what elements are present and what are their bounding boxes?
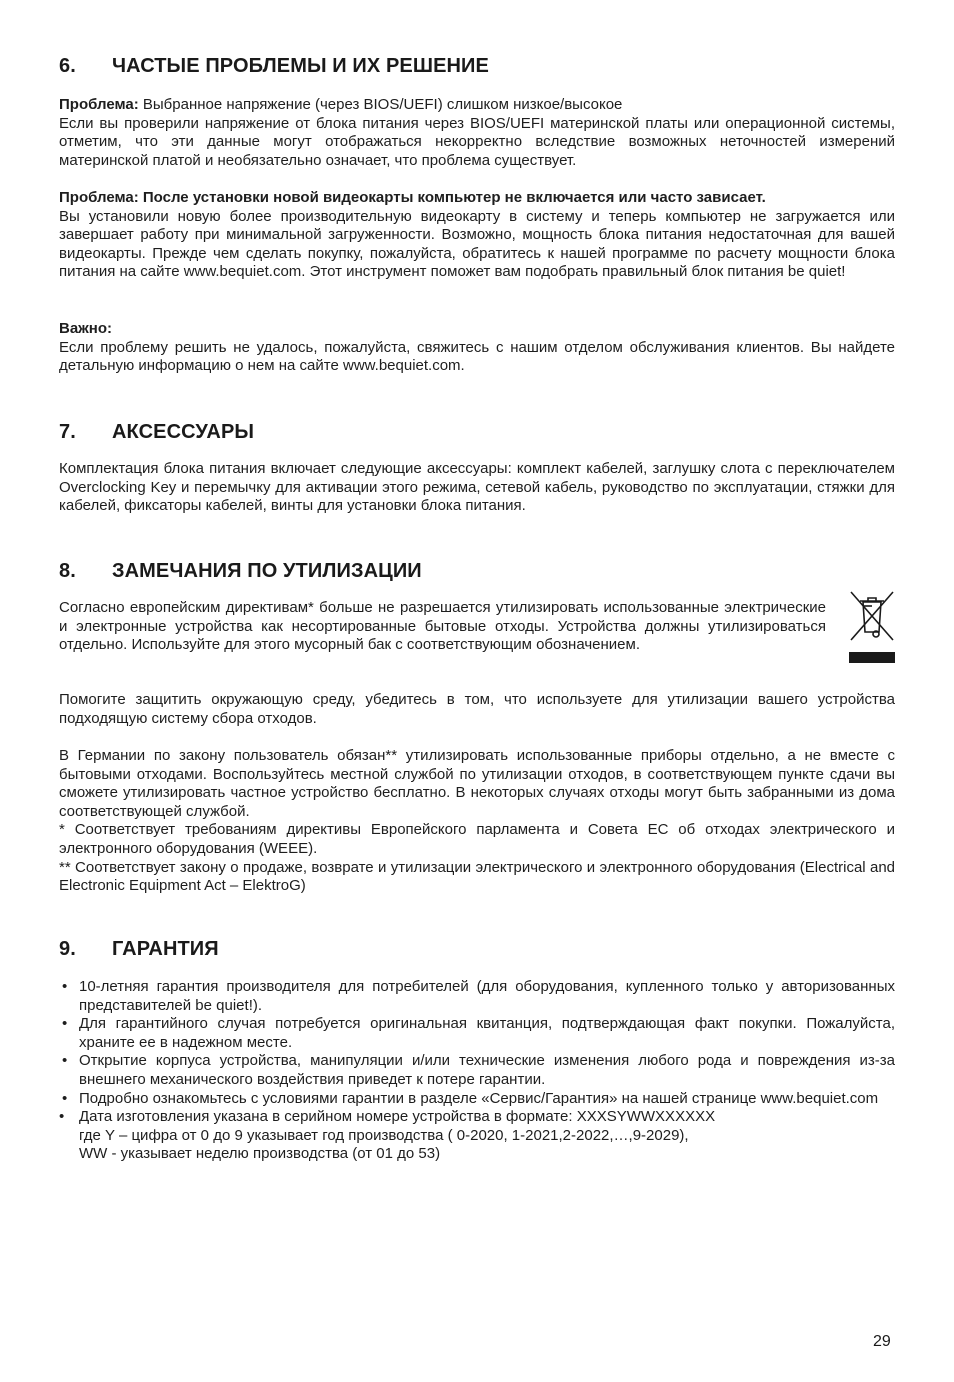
disposal-text-2: Помогите защитить окружающую среду, убедитесь в том, что используете для утилизации вашего устройства подходящую систему сбора отходов. (59, 691, 895, 727)
problem-1-label: Проблема: (59, 96, 139, 113)
warranty-item-text: Открытие корпуса устройства, манипуляции и/или технические изменения любого рода и повреждения из-за внешнего механического воздействия приведет к потере гарантии. (79, 1052, 895, 1088)
accessories-paragraph: Комплектация блока питания включает следующие аксессуары: комплект кабелей, заглушку слота с переключателем Overclocking Key и перемычку для активации этого режима, сетевой кабель, руководство по эксплуатации, стяжки для кабелей, фиксаторы кабелей, винты для установки блока питания. (59, 460, 895, 515)
warranty-item (59, 978, 895, 1015)
warranty-bullets (59, 978, 895, 1164)
section-6-heading (59, 55, 489, 78)
important-note (59, 320, 895, 376)
section-6-title: ЧАСТЫЕ ПРОБЛЕМЫ И ИХ РЕШЕНИЕ (112, 55, 489, 77)
footnote-elektrog: ** Соответствует закону о продаже, возврате и утилизации электрического и электронного оборудования (Electrical and Electronic Equipment Act – ElektroG) (59, 858, 895, 895)
weee-bar (849, 652, 895, 663)
warranty-item-text: Для гарантийного случая потребуется оригинальная квитанция, подтверждающая факт покупки. Пожалуйста, храните ее в надежном месте. (79, 1015, 895, 1051)
section-8-number: 8. (59, 560, 76, 582)
crossed-out-wheelie-bin-icon (849, 590, 895, 664)
important-text: Если проблему решить не удалось, пожалуйста, свяжитесь с нашим отделом обслуживания клиентов. Вы найдете детальную информацию о нем на сайте www.bequiet.com. (59, 338, 895, 375)
problem-1-text: Если вы проверили напряжение от блока питания через BIOS/UEFI материнской платы или операционной системы, отметим, что эти данные могут отображаться некорректно вследствие возможных неточностей измерений материнской платой и необязательно означает, что проблема существует. (59, 114, 895, 169)
warranty-list (59, 978, 895, 1164)
problem-1 (59, 96, 895, 170)
disposal-paragraph-1 (59, 599, 826, 655)
warranty-year-code: где Y – цифра от 0 до 9 указывает год производства ( 0-2020, 1-2021,2-2022,…,9-2029), (79, 1126, 689, 1144)
disposal-text-3: В Германии по закону пользователь обязан** утилизировать использованные приборы отдельно, а не вместе с бытовыми отходами. Воспользуйтесь местной службой по утилизации отходов, в соответствующем пункте сдачи вы сможете утилизировать частное устройство бесплатно. В некоторых случаях отходы могут быть забранными из дома соответствующей службой. (59, 747, 895, 820)
problem-1-heading (59, 96, 895, 115)
footnote-weee: * Соответствует требованиям директивы Европейского парламента и Совета ЕС об отходах электрического и электронного оборудования (WEEE). (59, 821, 895, 857)
problem-2 (59, 189, 895, 282)
section-9-number: 9. (59, 938, 76, 960)
warranty-item (59, 1052, 895, 1089)
bullet-dot: • (62, 1052, 68, 1070)
warranty-item-text: 10-летняя гарантия производителя для потребителей (для оборудования, купленного только у авторизованных представителей be quiet!). (79, 978, 895, 1014)
section-9-heading (59, 938, 219, 961)
warranty-item (59, 1090, 895, 1109)
warranty-week-code: WW - указывает неделю производства (от 01 до 53) (79, 1145, 441, 1163)
bullet-dot: • (62, 1089, 68, 1107)
section-7-title: АКСЕССУАРЫ (112, 421, 255, 443)
disposal-paragraph-3 (59, 747, 895, 896)
bullet-dot: • (59, 1108, 65, 1126)
warranty-item-text: Подробно ознакомьтесь с условиями гарантии в разделе «Сервис/Гарантия» на нашей странице www.bequiet.com (79, 1089, 879, 1107)
section-9-title: ГАРАНТИЯ (112, 938, 219, 960)
warranty-item (59, 1108, 895, 1164)
warranty-item (59, 1015, 895, 1052)
bullet-dot: • (62, 1015, 68, 1033)
problem-1-title: Выбранное напряжение (через BIOS/UEFI) слишком низкое/высокое (138, 96, 623, 113)
section-6-number: 6. (59, 55, 76, 77)
warranty-date-format: Дата изготовления указана в серийном номере устройства в формате: XXXSYWWXXXXXX (79, 1108, 716, 1126)
important-label: Важно: (59, 320, 113, 337)
accessories-text (59, 460, 895, 516)
problem-2-text: Вы установили новую более производительную видеокарту в систему и теперь компьютер не загружается или завершает работу при минимальной загруженности. Возможно, мощность блока питания недостаточная для вашей видеокарты. Прежде чем сделать покупку, пожалуйста, обратитесь к нашей программе по расчету мощности блока питания на сайте www.bequiet.com. Этот инструмент поможет вам подобрать правильный блок питания be quiet! (59, 207, 895, 281)
section-7-heading (59, 421, 254, 444)
disposal-paragraph-2 (59, 691, 895, 728)
disposal-text-1: Согласно европейским директивам* больше не разрешается утилизировать использованные электрические и электронные устройства как несортированные бытовые отходы. Устройства должны утилизироваться отдельно. Используйте для этого мусорный бак с соответствующим обозначением. (59, 599, 826, 654)
section-7-number: 7. (59, 421, 76, 443)
section-8-title: ЗАМЕЧАНИЯ ПО УТИЛИЗАЦИИ (112, 560, 422, 582)
bullet-dot: • (62, 978, 68, 995)
problem-2-heading (59, 189, 895, 208)
page-number: 29 (873, 1333, 891, 1350)
problem-2-label: Проблема: (59, 189, 139, 206)
section-8-heading (59, 560, 422, 583)
problem-2-title: После установки новой видеокарты компьютер не включается или часто зависает. (138, 189, 766, 206)
